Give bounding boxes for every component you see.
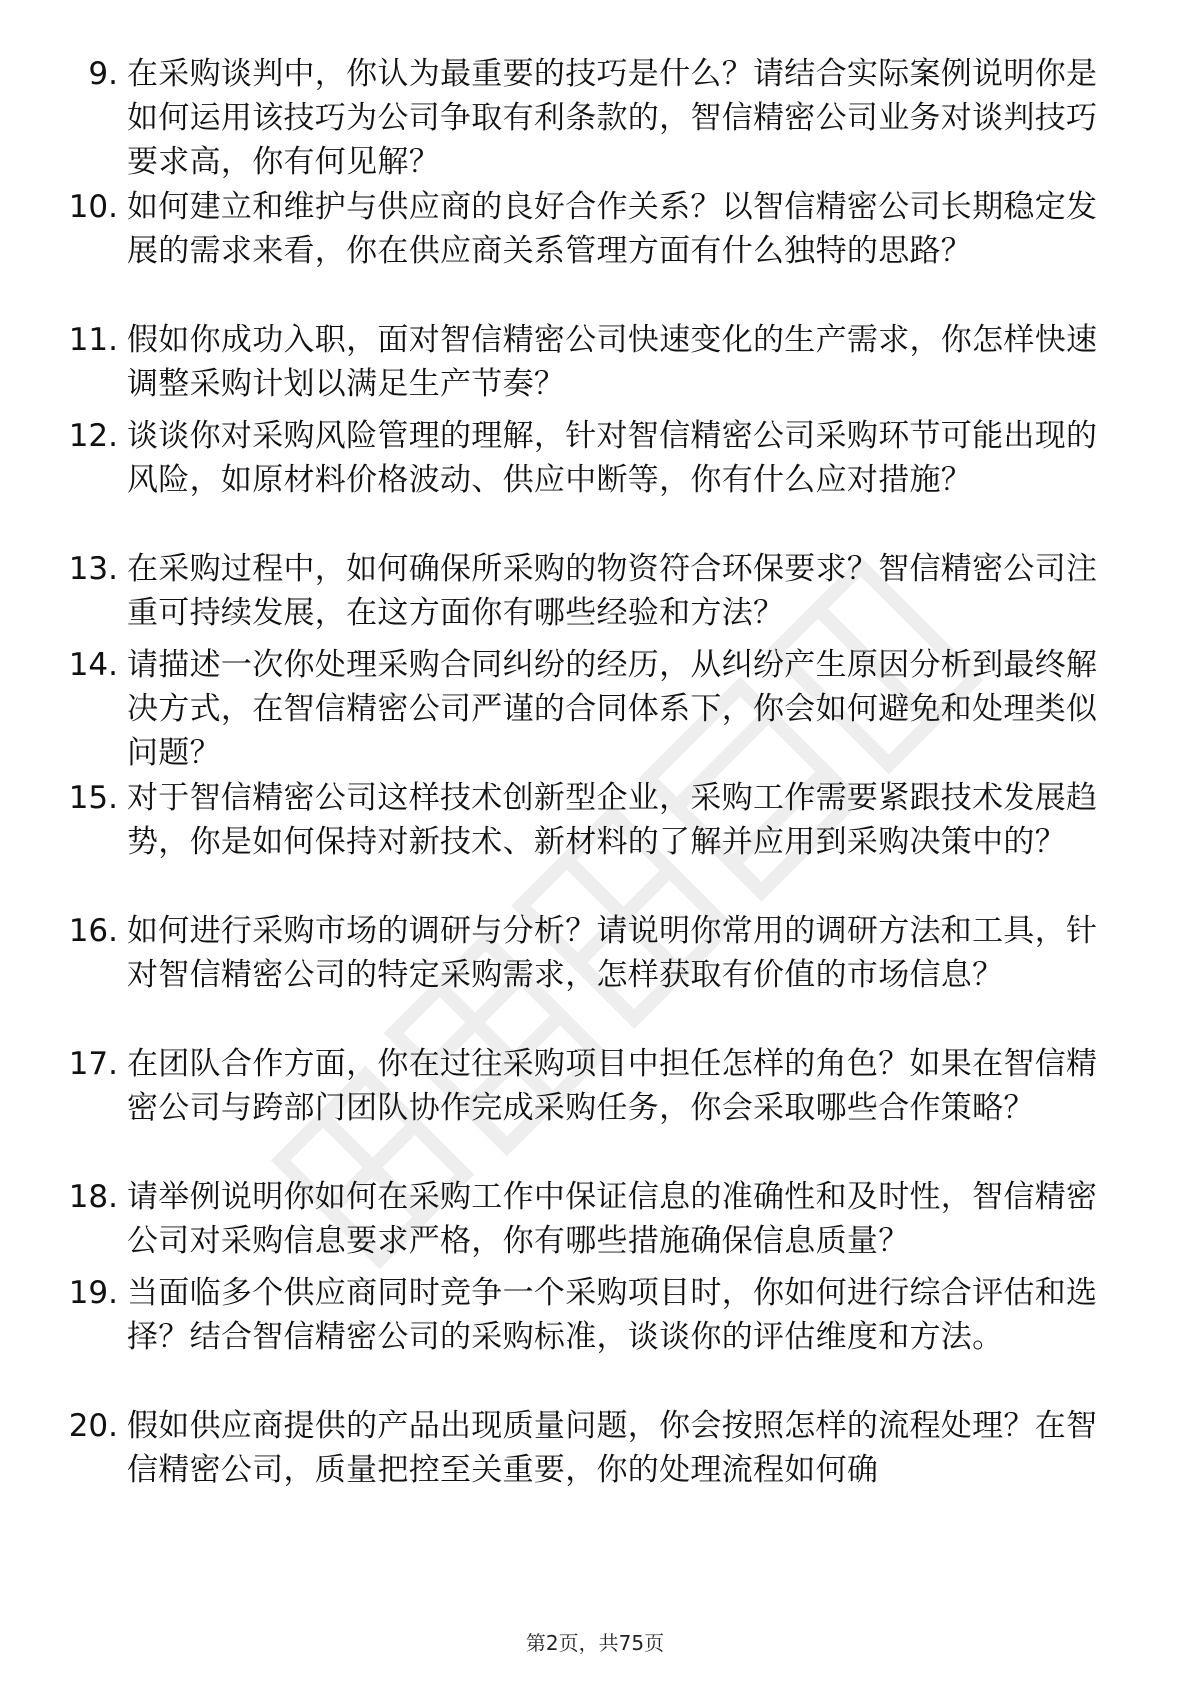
question-text: 请描述一次你处理采购合同纠纷的经历，从纠纷产生原因分析到最终解决方式，在智信精密公司严谨的合同体系下，你会如何避免和处理类似问题？ [127, 647, 1098, 771]
page-footer [0, 1627, 1190, 1656]
question-number: 18. [68, 1179, 118, 1215]
question-number: 19. [68, 1275, 118, 1311]
question-number: 15. [68, 780, 118, 816]
question-number: 9. [88, 56, 118, 92]
page-number-label: 第2页，共75页 [525, 1631, 665, 1655]
question-text: 请举例说明你如何在采购工作中保证信息的准确性和及时性，智信精密公司对采购信息要求严格，你有哪些措施确保信息质量？ [127, 1179, 1098, 1259]
question-text: 假如供应商提供的产品出现质量问题，你会按照怎样的流程处理？在智信精密公司，质量把控至关重要，你的处理流程如何确 [127, 1408, 1098, 1488]
question-number: 17. [68, 1046, 118, 1082]
question-text: 如何进行采购市场的调研与分析？请说明你常用的调研方法和工具，针对智信精密公司的特定采购需求，怎样获取有价值的市场信息？ [127, 913, 1098, 993]
question-number: 14. [68, 647, 118, 683]
question-text: 假如你成功入职，面对智信精密公司快速变化的生产需求，你怎样快速调整采购计划以满足生产节奏？ [127, 322, 1098, 402]
question-number: 12. [68, 418, 118, 454]
question-number: 20. [68, 1408, 118, 1444]
question-number: 16. [68, 913, 118, 949]
question-text: 在团队合作方面，你在过往采购项目中担任怎样的角色？如果在智信精密公司与跨部门团队协作完成采购任务，你会采取哪些合作策略？ [127, 1046, 1098, 1126]
question-text: 如何建立和维护与供应商的良好合作关系？以智信精密公司长期稳定发展的需求来看，你在供应商关系管理方面有什么独特的思路？ [127, 189, 1098, 269]
question-number: 13. [68, 551, 118, 587]
question-text: 对于智信精密公司这样技术创新型企业，采购工作需要紧跟技术发展趋势，你是如何保持对新技术、新材料的了解并应用到采购决策中的？ [127, 780, 1098, 860]
question-text: 在采购谈判中，你认为最重要的技巧是什么？请结合实际案例说明你是如何运用该技巧为公司争取有利条款的，智信精密公司业务对谈判技巧要求高，你有何见解？ [127, 56, 1098, 180]
question-number: 11. [68, 322, 118, 358]
question-number: 10. [68, 189, 118, 225]
question-text: 谈谈你对采购风险管理的理解，针对智信精密公司采购环节可能出现的风险，如原材料价格波动、供应中断等，你有什么应对措施？ [127, 418, 1098, 498]
question-text: 当面临多个供应商同时竞争一个采购项目时，你如何进行综合评估和选择？结合智信精密公司的采购标准，谈谈你的评估维度和方法。 [127, 1275, 1098, 1355]
question-text: 在采购过程中，如何确保所采购的物资符合环保要求？智信精密公司注重可持续发展，在这方面你有哪些经验和方法？ [127, 551, 1098, 631]
